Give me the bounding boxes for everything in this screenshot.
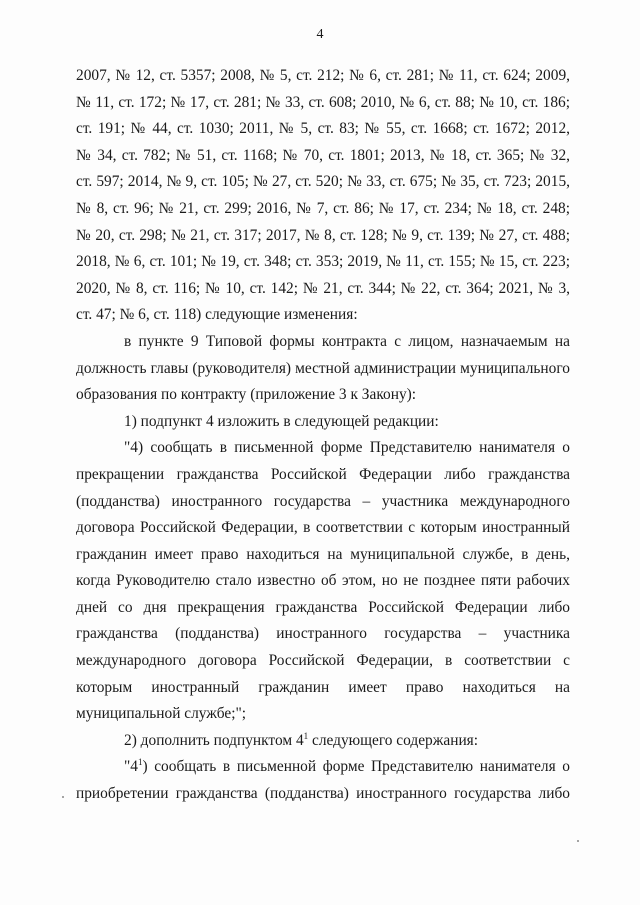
- text-line: (подданства) иностранного государства – участника международного: [76, 492, 570, 510]
- text-fragment: ) сообщать в письменной форме Представителю нанимателя о: [142, 758, 570, 776]
- text-line: гражданин имеет право находиться на муниципальной службе, в день,: [76, 545, 570, 563]
- superscript: 1: [303, 730, 309, 741]
- text-line: № 34, ст. 782; № 51, ст. 1168; № 70, ст. 1801; 2013, № 18, ст. 365; № 32,: [76, 146, 570, 164]
- text-fragment: "4: [124, 758, 138, 776]
- text-fragment: 2) дополнить подпунктом 4: [124, 731, 304, 749]
- text-line: договора Российской Федерации, в соответствии с которым иностранный: [76, 519, 570, 537]
- text-line: которым иностранный гражданин имеет право находиться на: [76, 678, 570, 696]
- text-line: 2007, № 12, ст. 5357; 2008, № 5, ст. 212; № 6, ст. 281; № 11, ст. 624; 2009,: [76, 67, 570, 84]
- text-line: [76, 728, 570, 755]
- text-line: муниципальной службе;";: [76, 705, 247, 723]
- text-fragment: следующего содержания:: [308, 731, 479, 749]
- text-line: [76, 754, 570, 781]
- scan-speck: [62, 796, 64, 798]
- text-line: № 8, ст. 96; № 21, ст. 299; 2016, № 7, ст. 86; № 17, ст. 234; № 18, ст. 248;: [76, 199, 570, 217]
- text-line: гражданства (подданства) иностранного государства – участника: [76, 625, 570, 643]
- text-line: № 11, ст. 172; № 17, ст. 281; № 33, ст. 608; 2010, № 6, ст. 88; № 10, ст. 186;: [76, 93, 570, 111]
- text-line: приобретении гражданства (подданства) иностранного государства либо: [76, 785, 570, 803]
- text-line: международного договора Российской Федерации, в соответствии с: [76, 652, 570, 670]
- text-line: 2020, № 8, ст. 116; № 10, ст. 142; № 21, ст. 344; № 22, ст. 364; 2021, № 3,: [76, 279, 570, 297]
- text-line: дней со дня прекращения гражданства Российской Федерации либо: [76, 598, 570, 616]
- text-line: когда Руководителю стало известно об этом, но не позднее пяти рабочих: [76, 572, 570, 590]
- text-line: 1) подпункт 4 изложить в следующей редакции:: [124, 412, 439, 430]
- page-number: 4: [316, 27, 324, 42]
- superscript: 1: [137, 757, 143, 768]
- text-line: "4) сообщать в письменной форме Представителю нанимателя о: [124, 439, 570, 457]
- text-line: ст. 47; № 6, ст. 118) следующие изменения:: [76, 306, 358, 324]
- text-line: 2018, № 6, ст. 101; № 19, ст. 348; ст. 353; 2019, № 11, ст. 155; № 15, ст. 223;: [76, 253, 570, 271]
- text-line: ст. 191; № 44, ст. 1030; 2011, № 5, ст. 83; № 55, ст. 1668; ст. 1672; 2012,: [76, 120, 570, 138]
- scan-speck: [577, 840, 579, 842]
- text-line: в пункте 9 Типовой формы контракта с лицом, назначаемым на: [124, 332, 570, 350]
- text-line: № 20, ст. 298; № 21, ст. 317; 2017, № 8, ст. 128; № 9, ст. 139; № 27, ст. 488;: [76, 226, 570, 244]
- text-line: образования по контракту (приложение 3 к Закону):: [76, 386, 417, 404]
- text-line: прекращении гражданства Российской Федерации либо гражданства: [76, 465, 570, 483]
- text-line: ст. 597; 2014, № 9, ст. 105; № 27, ст. 520; № 33, ст. 675; № 35, ст. 723; 2015,: [76, 173, 570, 191]
- text-line: должность главы (руководителя) местной администрации муниципального: [76, 359, 570, 377]
- document-body: [76, 63, 570, 808]
